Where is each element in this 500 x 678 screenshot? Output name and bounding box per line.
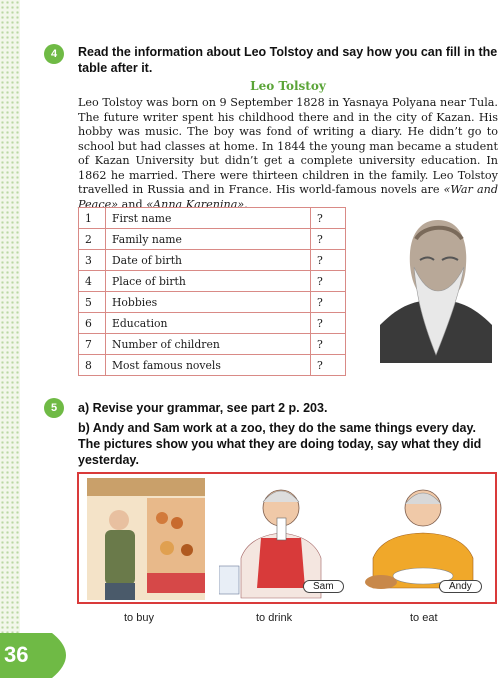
- row-value: ?: [311, 229, 346, 250]
- table-row: [79, 229, 346, 250]
- story-title: Leo Tolstoy: [250, 79, 326, 93]
- row-label: Most famous novels: [106, 355, 311, 376]
- task-5-badge: 5: [44, 398, 64, 418]
- task-4-instruction: Read the information about Leo Tolstoy and say how you can fill in the table after it.: [78, 45, 498, 75]
- row-label: Family name: [106, 229, 311, 250]
- caption-to-drink: to drink: [256, 612, 293, 624]
- table-row: [79, 271, 346, 292]
- row-label: Number of children: [106, 334, 311, 355]
- task-5a-instruction: a) Revise your grammar, see part 2 p. 203.: [78, 401, 328, 415]
- row-value: ?: [311, 208, 346, 229]
- row-value: ?: [311, 271, 346, 292]
- row-label: Place of birth: [106, 271, 311, 292]
- story-end: .: [244, 197, 248, 211]
- task-5b-instruction: b) Andy and Sam work at a zoo, they do the same things every day. The pictures show you what they are doing today, say what they did yesterday.: [78, 421, 482, 467]
- table-row: [79, 208, 346, 229]
- row-value: ?: [311, 355, 346, 376]
- row-number: 8: [79, 355, 106, 376]
- row-label: Date of birth: [106, 250, 311, 271]
- page-number: 36: [4, 642, 29, 667]
- row-value: ?: [311, 334, 346, 355]
- row-number: 4: [79, 271, 106, 292]
- row-number: 6: [79, 313, 106, 334]
- row-value: ?: [311, 313, 346, 334]
- row-number: 2: [79, 229, 106, 250]
- table-row: [79, 250, 346, 271]
- novel-anna-karenina: «Anna Karenina»: [146, 197, 245, 211]
- story-text: [78, 96, 498, 212]
- table-row: [79, 355, 346, 376]
- andy-label: Andy: [439, 580, 482, 593]
- dotted-margin: [0, 0, 20, 678]
- table-row: [79, 292, 346, 313]
- story-and: and: [118, 197, 147, 211]
- tolstoy-portrait: [380, 205, 492, 363]
- row-number: 5: [79, 292, 106, 313]
- row-number: 7: [79, 334, 106, 355]
- buying-picture: [87, 478, 205, 600]
- caption-to-eat: to eat: [410, 612, 438, 624]
- novel-war-and-peace: «War and Peace»: [78, 183, 498, 211]
- caption-to-buy: to buy: [124, 612, 154, 624]
- info-table: [78, 207, 346, 376]
- sam-label: Sam: [303, 580, 344, 593]
- row-value: ?: [311, 250, 346, 271]
- row-number: 3: [79, 250, 106, 271]
- row-number: 1: [79, 208, 106, 229]
- table-row: [79, 334, 346, 355]
- row-label: First name: [106, 208, 311, 229]
- story-body: Leo Tolstoy was born on 9 September 1828 in Yasnaya Polyana near Tula. The future writer spent his childhood there and in the city of Kazan. His hobby was music. The boy was fond of writing a diary. He didn’t go to school but had classes at home. In 1844 the young man became a student of Kazan University but didn’t get a complete university education. In 1862 he married. There were thirteen children in the family. Leo Tolstoy travelled in Russia and in France. His world-famous novels are: [78, 96, 498, 196]
- row-label: Education: [106, 313, 311, 334]
- task-4-badge: 4: [44, 44, 64, 64]
- row-label: Hobbies: [106, 292, 311, 313]
- row-value: ?: [311, 292, 346, 313]
- pictures-frame: [77, 472, 497, 604]
- table-row: [79, 313, 346, 334]
